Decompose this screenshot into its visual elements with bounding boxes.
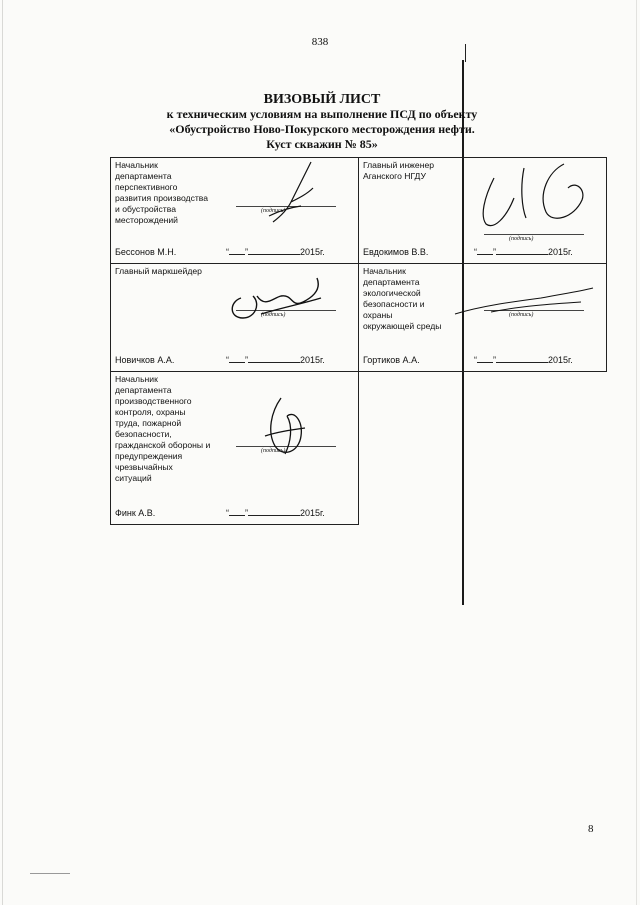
- approver-name: Бессонов М.Н.: [115, 247, 177, 257]
- handwritten-signature: [451, 284, 601, 324]
- handwritten-signature: [241, 158, 331, 233]
- page-number-bottom: 8: [588, 823, 594, 835]
- date-field: “ ” 2015г.: [226, 247, 325, 257]
- date-year: 2015г.: [548, 247, 573, 257]
- date-field: “ ” 2015г.: [226, 355, 325, 365]
- signature-caption: (подпись): [261, 312, 286, 318]
- approval-table: [110, 157, 607, 525]
- date-year: 2015г.: [300, 247, 325, 257]
- subtitle-line-3: Куст скважин № 85»: [266, 137, 378, 151]
- signature-caption: (подпись): [509, 312, 534, 318]
- binding-mark: [465, 44, 466, 62]
- scan-edge-right: [636, 0, 637, 905]
- handwritten-signature: [221, 268, 341, 338]
- signature-caption: (подпись): [261, 448, 286, 454]
- date-field: “ ” 2015г.: [474, 247, 573, 257]
- document-title: ВИЗОВЫЙ ЛИСТ: [263, 92, 381, 107]
- subtitle-line-2: «Обустройство Ново-Покурского месторождения нефти.: [169, 122, 475, 136]
- signature-caption: (подпись): [261, 208, 286, 214]
- approver-name: Евдокимов В.В.: [363, 247, 429, 257]
- header: [100, 92, 544, 152]
- date-year: 2015г.: [300, 508, 325, 518]
- approver-name: Новичков А.А.: [115, 355, 175, 365]
- approval-cell: [111, 264, 359, 372]
- scan-mark: [30, 873, 70, 874]
- signature-caption: (подпись): [509, 236, 534, 242]
- approval-cell: [111, 158, 359, 264]
- approval-cell: [111, 372, 359, 525]
- handwritten-signature: [464, 158, 604, 238]
- subtitle-line-1: к техническим условиям на выполнение ПСД по объекту: [166, 107, 478, 121]
- empty-cell: [359, 372, 607, 525]
- handwritten-signature: [251, 392, 321, 472]
- page-number-top: 838: [311, 36, 329, 48]
- date-field: “ ” 2015г.: [226, 508, 325, 518]
- approver-role: Главный инженер Аганского НГДУ: [363, 160, 435, 181]
- approver-name: Гортиков А.А.: [363, 355, 420, 365]
- approver-role: Главный маркшейдер: [115, 266, 202, 276]
- date-year: 2015г.: [548, 355, 573, 365]
- scan-edge-left: [2, 0, 3, 905]
- approver-name: Финк А.В.: [115, 508, 156, 518]
- approver-role: Начальник департамента производственного контроля, охраны труда, пожарной безопасности, гражданской обороны и предупреждения чрезвычайных ситуаций: [115, 374, 211, 483]
- date-year: 2015г.: [300, 355, 325, 365]
- approval-cell: [359, 158, 607, 264]
- date-field: “ ” 2015г.: [474, 355, 573, 365]
- approval-cell: [359, 264, 607, 372]
- approver-role: Начальник департамента перспективного развития производства и обустройства месторождений: [115, 160, 209, 225]
- approver-role: Начальник департамента экологической безопасности и охраны окружающей среды: [363, 266, 442, 331]
